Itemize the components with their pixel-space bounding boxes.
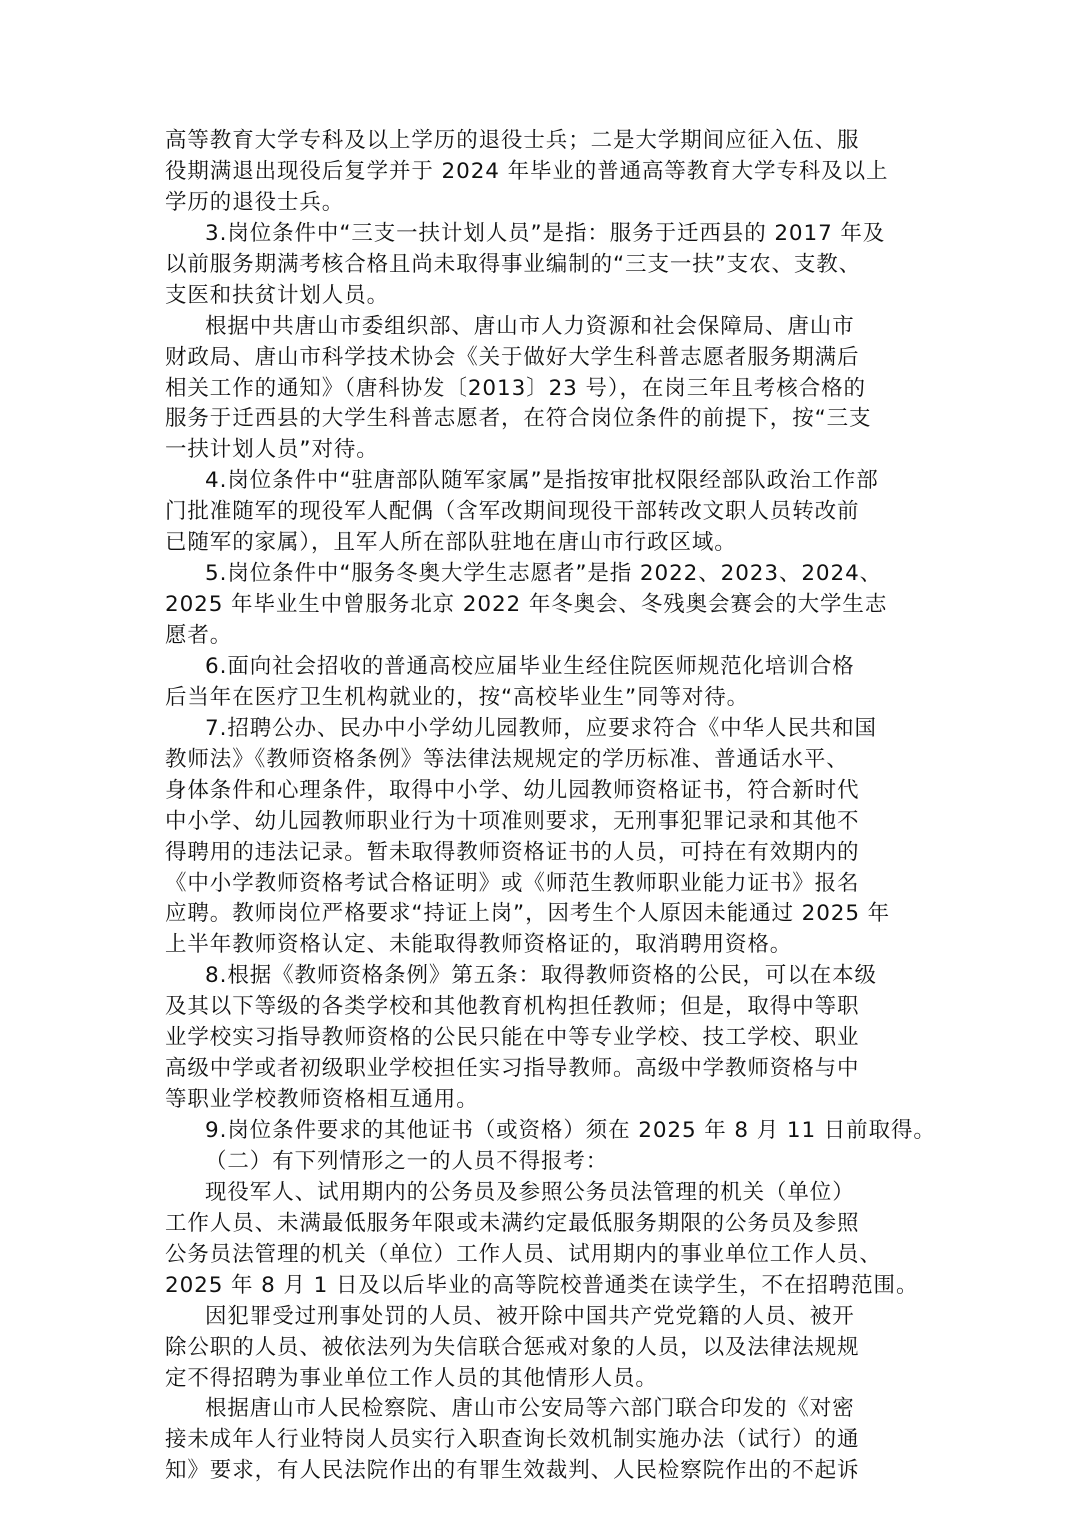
paragraph-start-line: 8.根据《教师资格条例》第五条：取得教师资格的公民，可以在本级 (205, 963, 877, 989)
text-line: 及其以下等级的各类学校和其他教育机构担任教师；但是，取得中等职 (165, 994, 860, 1020)
text-line: 得聘用的违法记录。暂未取得教师资格证书的人员，可持在有效期内的 (165, 839, 860, 865)
text-line: 役期满退出现役后复学并于 2024 年毕业的普通高等教育大学专科及以上 (165, 158, 889, 184)
paragraph-start-line: 9.岗位条件要求的其他证书（或资格）须在 2025 年 8 月 11 日前取得。 (205, 1118, 936, 1143)
text-line: 除公职的人员、被依法列为失信联合惩戒对象的人员，以及法律法规规 (165, 1334, 860, 1360)
text-line: 高等教育大学专科及以上学历的退役士兵；二是大学期间应征入伍、服 (165, 128, 860, 153)
text-line: 已随军的家属），且军人所在部队驻地在唐山市行政区域。 (165, 530, 737, 556)
paragraph-start-line: 7.招聘公办、民办中小学幼儿园教师，应要求符合《中华人民共和国 (205, 715, 877, 741)
text-line: 等职业学校教师资格相互通用。 (165, 1087, 479, 1113)
text-line: 2025 年 8 月 1 日及以后毕业的高等院校普通类在读学生，不在招聘范围。 (165, 1272, 919, 1298)
text-line: 服务于迁西县的大学生科普志愿者，在符合岗位条件的前提下，按“三支 (165, 406, 872, 432)
text-line: 门批准随军的现役军人配偶（含军改期间现役干部转改文职人员转改前 (165, 499, 860, 525)
paragraph-start-line: 现役军人、试用期内的公务员及参照公务员法管理的机关（单位） (205, 1179, 855, 1205)
text-line: 应聘。教师岗位严格要求“持证上岗”，因考生个人原因未能通过 2025 年 (165, 901, 891, 927)
text-line: 后当年在医疗卫生机构就业的，按“高校毕业生”同等对待。 (165, 684, 750, 710)
text-line: 定不得招聘为事业单位工作人员的其他情形人员。 (165, 1365, 658, 1391)
paragraph-start-line: 5.岗位条件中“服务冬奥大学生志愿者”是指 2022、2023、2024、 (205, 561, 883, 587)
text-line: 工作人员、未满最低服务年限或未满约定最低服务期限的公务员及参照 (165, 1210, 860, 1236)
paragraph-start-line: 6.面向社会招收的普通高校应届毕业生经住院医师规范化培训合格 (205, 653, 855, 679)
text-line: 高级中学或者初级职业学校担任实习指导教师。高级中学教师资格与中 (165, 1056, 860, 1082)
text-line: 中小学、幼儿园教师职业行为十项准则要求，无刑事犯罪记录和其他不 (165, 808, 860, 834)
paragraph-start-line: 因犯罪受过刑事处罚的人员、被开除中国共产党党籍的人员、被开 (205, 1303, 855, 1329)
paragraph-start-line: 4.岗位条件中“驻唐部队随军家属”是指按审批权限经部队政治工作部 (205, 468, 879, 494)
text-line: 接未成年人行业特岗人员实行入职查询长效机制实施办法（试行）的通 (165, 1427, 860, 1453)
text-line: 《中小学教师资格考试合格证明》或《师范生教师职业能力证书》报名 (165, 870, 860, 896)
text-line: 教师法》《教师资格条例》等法律法规规定的学历标准、普通话水平、 (165, 746, 849, 772)
text-line: 相关工作的通知》（唐科协发〔2013〕23 号），在岗三年且考核合格的 (165, 375, 866, 401)
text-line: 2025 年毕业生中曾服务北京 2022 年冬奥会、冬残奥会赛会的大学生志 (165, 592, 888, 618)
text-line: 学历的退役士兵。 (165, 189, 345, 215)
text-line: 身体条件和心理条件，取得中小学、幼儿园教师资格证书，符合新时代 (165, 777, 860, 803)
section-heading: （二）有下列情形之一的人员不得报考： (205, 1148, 609, 1174)
text-line: 支医和扶贫计划人员。 (165, 282, 390, 308)
text-line: 愿者。 (165, 623, 233, 648)
text-line: 一扶计划人员”对待。 (165, 437, 379, 463)
text-line: 上半年教师资格认定、未能取得教师资格证的，取消聘用资格。 (165, 932, 793, 958)
paragraph-start-line: 3.岗位条件中“三支一扶计划人员”是指：服务于迁西县的 2017 年及 (205, 220, 886, 246)
text-line: 业学校实习指导教师资格的公民只能在中等专业学校、技工学校、职业 (165, 1025, 860, 1051)
text-line: 知》要求，有人民法院作出的有罪生效裁判、人民检察院作出的不起诉 (165, 1458, 860, 1484)
paragraph-start-line: 根据中共唐山市委组织部、唐山市人力资源和社会保障局、唐山市 (205, 313, 855, 339)
text-line: 以前服务期满考核合格且尚未取得事业编制的“三支一扶”支农、支教、 (165, 251, 862, 277)
paragraph-start-line: 根据唐山市人民检察院、唐山市公安局等六部门联合印发的《对密 (205, 1396, 855, 1422)
document-body (165, 126, 965, 1487)
text-line: 公务员法管理的机关（单位）工作人员、试用期内的事业单位工作人员、 (165, 1241, 882, 1267)
text-line: 财政局、唐山市科学技术协会《关于做好大学生科普志愿者服务期满后 (165, 344, 860, 370)
